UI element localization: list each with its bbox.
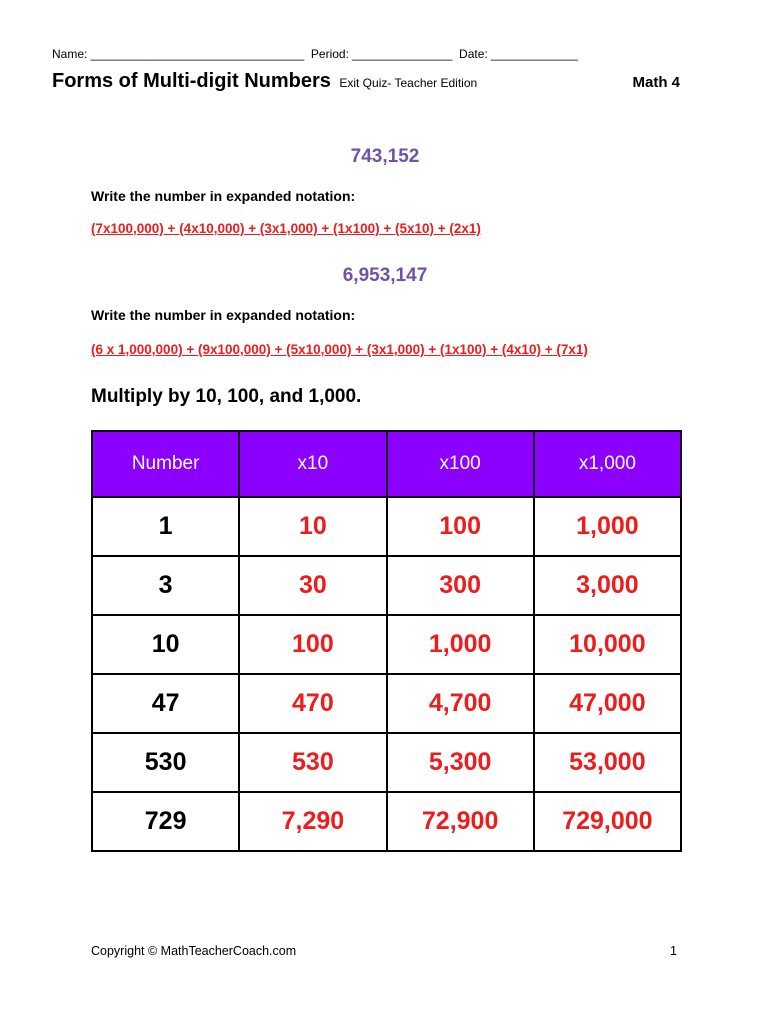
answer-cell: 1,000: [534, 497, 681, 556]
number-cell: 3: [92, 556, 239, 615]
answer-cell: 4,700: [387, 674, 534, 733]
answer-cell: 470: [239, 674, 386, 733]
copyright-notice: Copyright © MathTeacherCoach.com: [91, 944, 297, 958]
number-cell: 530: [92, 733, 239, 792]
table-row: [92, 497, 681, 556]
number-cell: 729: [92, 792, 239, 851]
answer-cell: 47,000: [534, 674, 681, 733]
table-row: [92, 556, 681, 615]
answer-cell: 72,900: [387, 792, 534, 851]
table-row: [92, 733, 681, 792]
worksheet-title: Forms of Multi-digit Numbers: [52, 70, 331, 92]
column-header: x1,000: [534, 431, 681, 497]
problem-1-number: 743,152: [350, 146, 420, 167]
answer-cell: 729,000: [534, 792, 681, 851]
answer-cell: 5,300: [387, 733, 534, 792]
answer-cell: 300: [387, 556, 534, 615]
worksheet-subtitle: Exit Quiz- Teacher Edition: [339, 76, 478, 90]
multiplication-table: [91, 430, 682, 852]
problem-2-prompt: Write the number in expanded notation:: [91, 307, 356, 323]
multiply-section-title: Multiply by 10, 100, and 1,000.: [91, 386, 362, 407]
column-header: Number: [92, 431, 239, 497]
answer-cell: 530: [239, 733, 386, 792]
answer-cell: 7,290: [239, 792, 386, 851]
problem-1-prompt: Write the number in expanded notation:: [91, 188, 356, 204]
number-cell: 10: [92, 615, 239, 674]
subject-label: Math 4: [632, 74, 680, 91]
answer-cell: 100: [387, 497, 534, 556]
answer-cell: 53,000: [534, 733, 681, 792]
number-cell: 47: [92, 674, 239, 733]
table-header-row: [92, 431, 681, 497]
table-row: [92, 792, 681, 851]
column-header: x100: [387, 431, 534, 497]
answer-cell: 10,000: [534, 615, 681, 674]
answer-cell: 30: [239, 556, 386, 615]
title-row: [52, 70, 682, 100]
table-row: [92, 674, 681, 733]
problem-2-number: 6,953,147: [342, 265, 428, 286]
problem-2-answer: (6 x 1,000,000) + (9x100,000) + (5x10,000) + (3x1,000) + (1x100) + (4x10) + (7x1): [91, 342, 588, 357]
page-number: 1: [670, 944, 677, 958]
student-info-line: Name: ________________________________ Period: _______________ Date: _____________: [52, 47, 578, 61]
problem-1-answer: (7x100,000) + (4x10,000) + (3x1,000) + (1x100) + (5x10) + (2x1): [91, 221, 481, 236]
answer-cell: 1,000: [387, 615, 534, 674]
answer-cell: 3,000: [534, 556, 681, 615]
number-cell: 1: [92, 497, 239, 556]
answer-cell: 100: [239, 615, 386, 674]
answer-cell: 10: [239, 497, 386, 556]
table-row: [92, 615, 681, 674]
column-header: x10: [239, 431, 386, 497]
